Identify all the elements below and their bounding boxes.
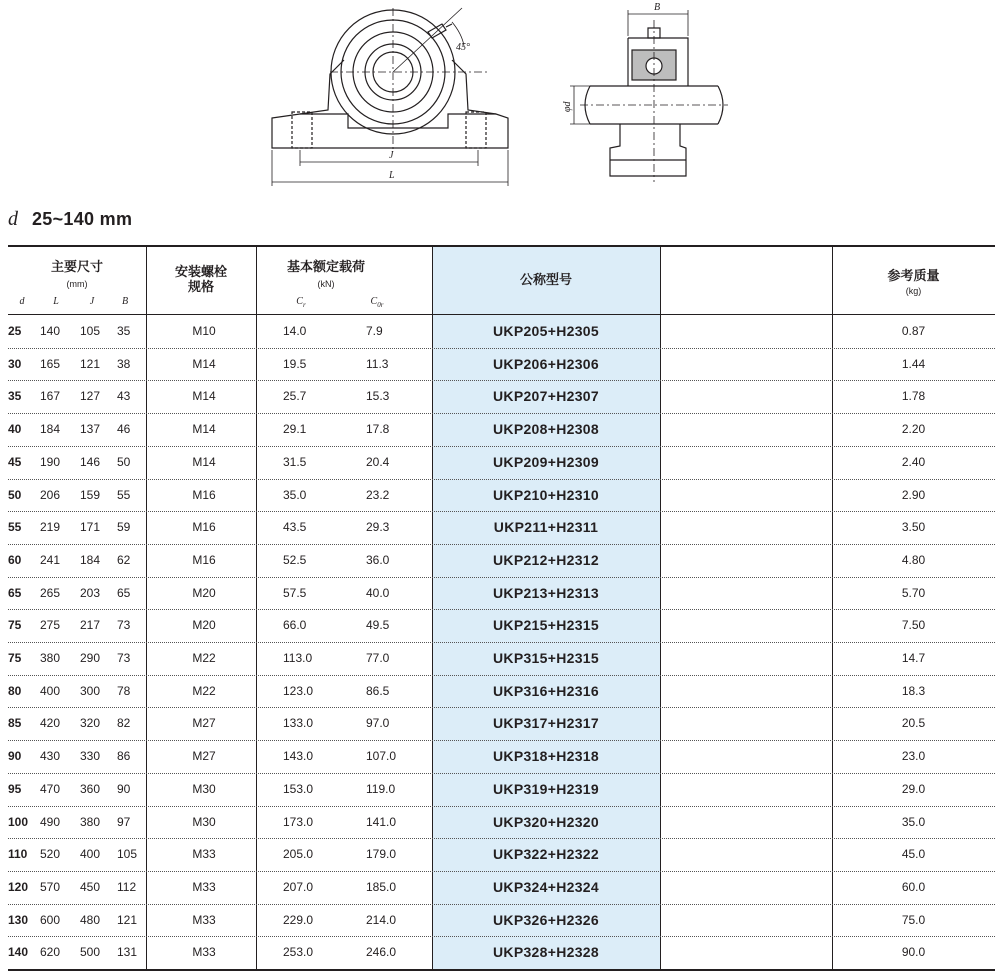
cell-l: 140 [40,324,61,338]
cell-l: 520 [40,847,61,862]
table-row [0,838,1000,870]
cell-cr: 229.0 [283,912,314,927]
cell-j: 360 [80,781,101,796]
cell-mass: 35.0 [901,814,926,829]
cell-bolt: M20 [192,618,216,633]
cell-cr: 43.5 [283,520,307,535]
cell-mass: 5.70 [901,585,926,600]
cell-l: 620 [40,945,61,960]
cell-model: UKP211+H2311 [493,519,599,536]
cell-d: 45 [8,454,22,469]
cell-bolt: M20 [192,585,216,600]
header-mass-unit: (kg) [905,286,922,296]
cell-cr: 123.0 [283,683,314,698]
header-main-dims-unit: (mm) [66,279,88,289]
cell-bolt: M33 [192,912,216,927]
cell-cr: 19.5 [283,356,307,371]
cell-j: 300 [80,683,101,698]
cell-j: 105 [80,324,101,338]
cell-cor: 7.9 [366,324,383,338]
cell-mass: 20.5 [901,716,926,731]
table-row [0,479,1000,511]
cell-cor: 214.0 [366,912,397,927]
cell-cor: 246.0 [366,945,397,960]
cell-cr: 153.0 [283,781,314,796]
cell-j: 159 [80,487,101,502]
cell-bolt: M16 [192,487,216,502]
cell-j: 217 [80,618,101,633]
header-bolt-line2: 规格 [187,279,214,294]
cell-cor: 97.0 [366,716,390,731]
dim-j-label: J [389,150,394,161]
cell-cr: 113.0 [283,651,313,665]
cell-cr: 29.1 [283,422,307,437]
cell-mass: 1.78 [901,389,926,404]
cell-d: 95 [8,781,22,796]
cell-b: 112 [117,879,137,894]
cell-d: 55 [8,520,22,535]
cell-mass: 1.44 [901,356,926,371]
cell-b: 35 [117,324,131,338]
cell-l: 206 [40,487,61,502]
cell-mass: 60.0 [901,879,926,894]
cell-mass: 75.0 [901,912,926,927]
table-row [0,936,1000,968]
cell-cr: 205.0 [283,847,314,862]
table-row [0,380,1000,412]
cell-bolt: M10 [192,324,216,338]
header-bolt-line1: 安装螺栓 [174,264,227,279]
table-row [0,511,1000,543]
cell-b: 90 [117,781,131,796]
cell-b: 73 [117,618,131,633]
cell-b: 105 [117,847,138,862]
cell-l: 380 [40,651,61,665]
cell-d: 130 [8,912,29,927]
header-col-d: d [19,296,25,307]
cell-model: UKP316+H2316 [493,682,599,699]
cell-cr: 57.5 [283,585,307,600]
cell-d: 75 [8,651,22,665]
header-col-l: L [53,296,59,307]
cell-cor: 36.0 [366,552,390,567]
cell-d: 25 [8,324,22,338]
cell-mass: 29.0 [901,781,926,796]
cell-cor: 141.0 [366,814,397,829]
cell-j: 137 [80,422,101,437]
cell-cr: 207.0 [283,879,314,894]
cell-mass: 90.0 [901,945,926,960]
cell-l: 190 [40,454,61,469]
cell-cr: 143.0 [283,749,314,764]
cell-b: 62 [117,552,131,567]
bearing-unit-drawing [0,0,1000,200]
table-row [0,642,1000,674]
cell-d: 85 [8,716,22,731]
cell-cr: 133.0 [283,716,314,731]
cell-model: UKP326+H2326 [493,911,599,928]
cell-l: 165 [40,356,61,371]
cell-cor: 119.0 [366,781,396,796]
cell-model: UKP215+H2315 [493,617,599,634]
cell-mass: 2.90 [901,487,926,502]
cell-l: 219 [40,520,61,535]
cell-l: 470 [40,781,61,796]
cell-model: UKP205+H2305 [493,323,599,339]
table-row [0,707,1000,739]
cell-b: 73 [117,651,131,665]
table-row [0,315,1000,347]
cell-l: 275 [40,618,61,633]
range-symbol: d [8,208,18,230]
table-row [0,544,1000,576]
cell-d: 60 [8,552,22,567]
cell-d: 75 [8,618,22,633]
cell-model: UKP207+H2307 [493,388,599,405]
cell-j: 184 [80,552,101,567]
cell-mass: 2.20 [901,422,926,437]
cell-model: UKP324+H2324 [493,878,599,895]
cell-j: 380 [80,814,101,829]
cell-cor: 86.5 [366,683,390,698]
table-row [0,806,1000,838]
cell-model: UKP320+H2320 [493,813,599,830]
cell-j: 203 [80,585,101,600]
dim-l-label: L [389,170,395,181]
table-row [0,446,1000,478]
cell-b: 65 [117,585,131,600]
diameter-range-title [8,208,132,236]
cell-model: UKP318+H2318 [493,748,599,765]
cell-l: 241 [40,552,61,567]
cell-b: 121 [117,912,138,927]
header-main-dims: 主要尺寸 [50,259,103,274]
cell-bolt: M14 [192,454,216,469]
range-value: 25~140 mm [32,209,133,229]
cell-b: 55 [117,487,131,502]
cell-bolt: M22 [192,651,216,665]
table-row [0,609,1000,641]
table-row [0,904,1000,936]
cell-j: 500 [80,945,101,960]
cell-mass: 23.0 [901,749,926,764]
dim-b-label: B [654,2,661,13]
cell-bolt: M22 [192,683,216,698]
cell-mass: 3.50 [901,520,926,535]
cell-j: 400 [80,847,101,862]
cell-b: 43 [117,389,131,404]
cell-j: 450 [80,879,101,894]
cell-model: UKP208+H2308 [493,421,599,438]
cell-model: UKP315+H2315 [493,650,599,666]
header-col-b: B [121,296,129,307]
cell-mass: 0.87 [901,324,926,338]
cell-cor: 11.3 [366,356,389,371]
cell-bolt: M16 [192,520,216,535]
cell-cor: 20.4 [366,454,390,469]
cell-d: 80 [8,683,22,698]
cell-model: UKP206+H2306 [493,355,599,372]
cell-cr: 35.0 [283,487,307,502]
cell-cor: 185.0 [366,879,397,894]
cell-model: UKP213+H2313 [493,584,599,601]
cell-model: UKP328+H2328 [493,944,599,961]
cell-model: UKP322+H2322 [493,846,599,863]
cell-d: 65 [8,585,22,600]
cell-b: 131 [117,945,138,960]
side-view [570,10,728,182]
cell-b: 86 [117,749,131,764]
table-row [0,773,1000,805]
dim-d-label: φd [562,101,573,112]
cell-d: 35 [8,389,22,404]
cell-d: 50 [8,487,22,502]
cell-model: UKP212+H2312 [493,551,599,568]
cell-cr: 25.7 [283,389,307,404]
cell-l: 430 [40,749,61,764]
cell-l: 167 [40,389,61,404]
cell-l: 265 [40,585,61,600]
cell-cr: 253.0 [283,945,314,960]
table-row [0,577,1000,609]
cell-cor: 29.3 [366,520,390,535]
cell-b: 46 [117,422,131,437]
cell-d: 30 [8,356,22,371]
cell-d: 40 [8,422,22,437]
cell-mass: 45.0 [901,847,926,862]
table-row [0,413,1000,445]
cell-l: 420 [40,716,61,731]
cell-l: 400 [40,683,61,698]
cell-j: 127 [80,389,101,404]
cell-cor: 23.2 [366,487,390,502]
cell-j: 290 [80,651,101,665]
cell-bolt: M14 [192,422,216,437]
cell-bolt: M14 [192,389,216,404]
cell-bolt: M14 [192,356,216,371]
cell-j: 121 [80,356,101,371]
cell-d: 140 [8,945,29,960]
cell-bolt: M30 [192,814,216,829]
cell-cor: 49.5 [366,618,390,633]
angle-label: 45° [456,42,470,53]
cell-bolt: M33 [192,945,216,960]
cell-cor: 15.3 [366,389,390,404]
cell-l: 490 [40,814,61,829]
header-mass: 参考质量 [887,268,940,283]
cell-cr: 52.5 [283,552,307,567]
table-bottom-rule [8,969,995,971]
cell-b: 50 [117,454,131,469]
cell-bolt: M33 [192,847,216,862]
cell-mass: 4.80 [901,552,926,567]
cell-bolt: M33 [192,879,216,894]
cell-cor: 77.0 [366,651,390,665]
cell-bolt: M27 [192,749,216,764]
header-model: 公称型号 [519,272,572,287]
cell-model: UKP210+H2310 [493,486,599,503]
cell-d: 90 [8,749,22,764]
cell-l: 600 [40,912,61,927]
cell-cr: 66.0 [283,618,307,633]
cell-bolt: M30 [192,781,216,796]
cell-mass: 18.3 [901,683,926,698]
cell-cor: 107.0 [366,749,397,764]
cell-j: 330 [80,749,101,764]
cell-mass: 2.40 [901,454,926,469]
cell-l: 184 [40,422,61,437]
cell-cr: 173.0 [283,814,314,829]
cell-d: 120 [8,879,29,894]
cell-j: 480 [80,912,101,927]
cell-cor: 179.0 [366,847,397,862]
cell-l: 570 [40,879,61,894]
header-load: 基本额定载荷 [286,259,365,274]
cell-j: 171 [80,520,101,535]
table-row [0,675,1000,707]
header-col-j: J [89,296,95,307]
cell-cor: 40.0 [366,585,390,600]
cell-mass: 7.50 [901,618,926,633]
cell-j: 146 [80,454,101,469]
cell-b: 38 [117,356,131,371]
cell-d: 110 [8,847,28,862]
cell-bolt: M16 [192,552,216,567]
table-row [0,348,1000,380]
cell-b: 59 [117,520,131,535]
cell-mass: 14.7 [901,651,926,665]
cell-model: UKP319+H2319 [493,780,599,797]
cell-cr: 14.0 [283,324,307,338]
header-load-unit: (kN) [317,279,335,289]
table-row [0,740,1000,772]
table-top-rule [8,245,995,247]
cell-cor: 17.8 [366,422,390,437]
cell-b: 97 [117,814,131,829]
header-col-cor: $C_{0r}$ [370,296,384,309]
table-row [0,871,1000,903]
cell-j: 320 [80,716,101,731]
cell-model: UKP317+H2317 [493,715,599,732]
header-col-cr: $C_r$ [296,296,306,309]
cell-model: UKP209+H2309 [493,453,599,470]
cell-cr: 31.5 [283,454,307,469]
cell-d: 100 [8,814,29,829]
cell-bolt: M27 [192,716,216,731]
cell-b: 82 [117,716,131,731]
cell-b: 78 [117,683,131,698]
